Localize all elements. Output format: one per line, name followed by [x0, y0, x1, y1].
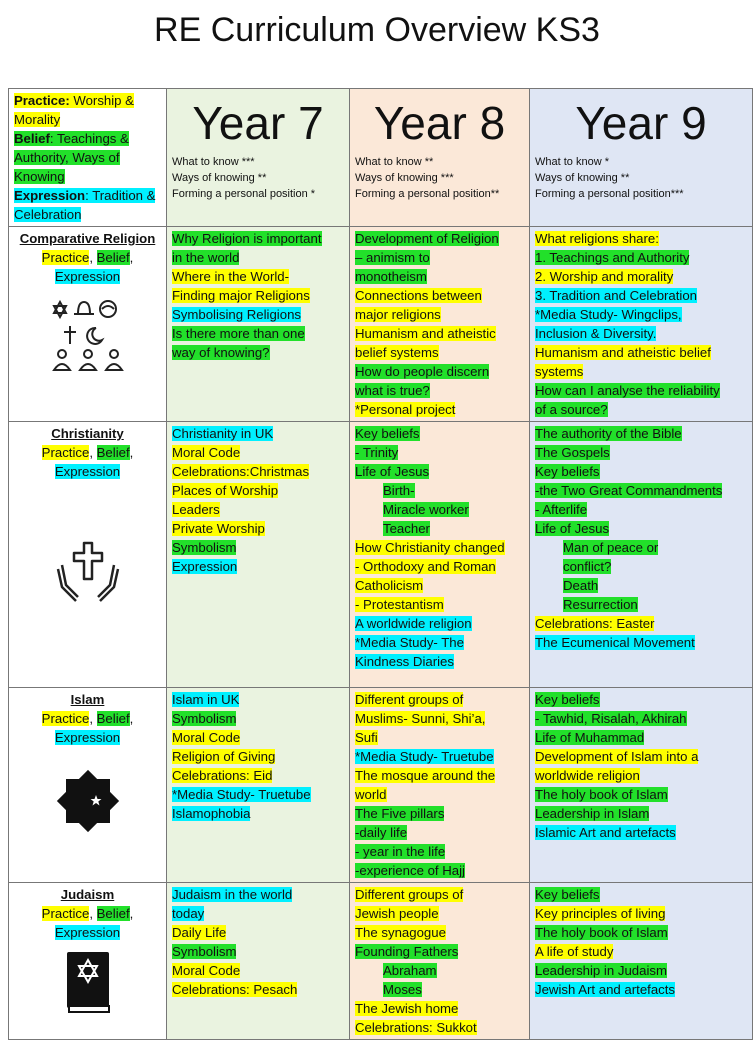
- list-item: -daily life: [355, 825, 408, 840]
- curriculum-table: [8, 88, 753, 1040]
- list-item: Key beliefs: [355, 426, 420, 441]
- list-item: Why Religion is important: [172, 231, 322, 246]
- key-expression-label: Expression: [14, 188, 86, 203]
- year9-title: Year 9: [575, 97, 707, 149]
- key-practice-text: Worship & Morality: [14, 93, 134, 127]
- year7-title: Year 7: [192, 97, 324, 149]
- list-item: - year in the life: [355, 844, 446, 859]
- row-name-comparative: Comparative Religion: [19, 231, 156, 246]
- list-item: The mosque around the: [355, 768, 496, 783]
- list-item: Key beliefs: [535, 464, 600, 479]
- list-item: Places of Worship: [172, 483, 279, 498]
- list-item: Celebrations:Christmas: [172, 464, 310, 479]
- key-expression-text: : Tradition & Celebration: [14, 188, 156, 222]
- list-item: What religions share:: [535, 231, 659, 246]
- tag-sep: ,: [89, 906, 97, 921]
- tag-belief: Belief: [96, 445, 130, 460]
- crescent-star-octagram-icon: [52, 765, 124, 837]
- tag-expression: Expression: [54, 730, 121, 745]
- year8-comparative-cell: [350, 227, 530, 422]
- page-title: RE Curriculum Overview KS3: [154, 11, 600, 49]
- key-belief-text: : Teachings & Authority, Ways of Knowing: [14, 131, 129, 184]
- row-label-christianity: [9, 422, 167, 688]
- list-item: world: [355, 787, 387, 802]
- year8-forming: Forming a personal position**: [355, 188, 500, 200]
- list-item: Resurrection: [563, 597, 638, 612]
- tag-expression: Expression: [54, 925, 121, 940]
- key-belief-label: Belief: [14, 131, 50, 146]
- list-item: Celebrations: Eid: [172, 768, 273, 783]
- list-item: 1. Teachings and Authority: [535, 250, 690, 265]
- hands-cross-icon: [56, 539, 120, 603]
- year7-christianity-cell: [167, 422, 350, 688]
- year7-judaism-cell: [167, 883, 350, 1040]
- list-item: Moral Code: [172, 445, 241, 460]
- list-item: Judaism in the world: [172, 887, 293, 902]
- list-item: what is true?: [355, 383, 430, 398]
- list-item: Jewish people: [355, 906, 439, 921]
- tag-belief: Belief: [96, 906, 130, 921]
- list-item: The holy book of Islam: [535, 787, 668, 802]
- list-item: Connections between: [355, 288, 482, 303]
- list-item: *Media Study- Truetube: [355, 749, 494, 764]
- list-item: Symbolism: [172, 540, 237, 555]
- list-item: systems: [535, 364, 584, 379]
- list-item: Birth-: [383, 483, 415, 498]
- year9-header: [530, 89, 753, 227]
- list-item: Key beliefs: [535, 887, 600, 902]
- list-item: Humanism and atheistic belief: [535, 345, 711, 360]
- list-item: Man of peace or: [563, 540, 659, 555]
- list-item: major religions: [355, 307, 441, 322]
- list-item: Daily Life: [172, 925, 227, 940]
- list-item: The Ecumenical Movement: [535, 635, 695, 650]
- list-item: A life of study: [535, 944, 614, 959]
- list-item: The synagogue: [355, 925, 446, 940]
- list-item: Islamophobia: [172, 806, 251, 821]
- list-item: Islamic Art and artefacts: [535, 825, 676, 840]
- row-islam: [9, 688, 753, 883]
- row-label-comparative: [9, 227, 167, 422]
- list-item: conflict?: [563, 559, 612, 574]
- tag-sep: ,: [129, 250, 134, 265]
- year9-know: What to know *: [535, 156, 609, 168]
- list-item: *Media Study- The: [355, 635, 464, 650]
- list-item: Kindness Diaries: [355, 654, 454, 669]
- list-item: Humanism and atheistic: [355, 326, 496, 341]
- list-item: The authority of the Bible: [535, 426, 682, 441]
- list-item: Key principles of living: [535, 906, 666, 921]
- list-item: monotheism: [355, 269, 427, 284]
- list-item: belief systems: [355, 345, 439, 360]
- list-item: Inclusion & Diversity.: [535, 326, 657, 341]
- year9-ways: Ways of knowing **: [535, 172, 630, 184]
- list-item: The Five pillars: [355, 806, 445, 821]
- list-item: Expression: [172, 559, 238, 574]
- row-judaism: [9, 883, 753, 1040]
- list-item: - Tawhid, Risalah, Akhirah: [535, 711, 687, 726]
- year8-header: [350, 89, 530, 227]
- year8-judaism-cell: [350, 883, 530, 1040]
- list-item: Different groups of: [355, 887, 464, 902]
- list-item: Religion of Giving: [172, 749, 276, 764]
- list-item: Different groups of: [355, 692, 464, 707]
- tag-sep: ,: [89, 711, 97, 726]
- list-item: Symbolism: [172, 711, 237, 726]
- year9-forming: Forming a personal position***: [535, 188, 684, 200]
- list-item: Private Worship: [172, 521, 265, 536]
- religious-symbols-icon: [48, 298, 128, 378]
- key-practice-label: Practice:: [14, 93, 70, 108]
- list-item: How do people discern: [355, 364, 490, 379]
- year7-islam-cell: [167, 688, 350, 883]
- year8-title: Year 8: [373, 97, 506, 149]
- tag-practice: Practice: [41, 906, 90, 921]
- list-item: today: [172, 906, 205, 921]
- year7-comparative-cell: [167, 227, 350, 422]
- list-item: 2. Worship and morality: [535, 269, 674, 284]
- list-item: Celebrations: Sukkot: [355, 1020, 477, 1035]
- year7-header: [167, 89, 350, 227]
- list-item: Moral Code: [172, 730, 241, 745]
- list-item: Sufi: [355, 730, 378, 745]
- list-item: Finding major Religions: [172, 288, 310, 303]
- year9-judaism-cell: [530, 883, 753, 1040]
- row-christianity: [9, 422, 753, 688]
- list-item: - Protestantism: [355, 597, 444, 612]
- list-item: Founding Fathers: [355, 944, 459, 959]
- year9-christianity-cell: [530, 422, 753, 688]
- tag-sep: ,: [129, 445, 134, 460]
- tag-belief: Belief: [96, 711, 130, 726]
- tag-practice: Practice: [41, 445, 90, 460]
- list-item: *Media Study- Wingclips,: [535, 307, 682, 322]
- row-comparative-religion: [9, 227, 753, 422]
- list-item: Muslims- Sunni, Shi’a,: [355, 711, 486, 726]
- list-item: Celebrations: Pesach: [172, 982, 298, 997]
- list-item: in the world: [172, 250, 240, 265]
- list-item: Life of Jesus: [535, 521, 610, 536]
- year7-know: What to know ***: [172, 156, 255, 168]
- list-item: Development of Islam into a: [535, 749, 699, 764]
- list-item: worldwide religion: [535, 768, 640, 783]
- list-item: Is there more than one: [172, 326, 305, 341]
- tag-practice: Practice: [41, 711, 90, 726]
- list-item: Teacher: [383, 521, 430, 536]
- year8-know: What to know **: [355, 156, 434, 168]
- list-item: A worldwide religion: [355, 616, 472, 631]
- list-item: Life of Jesus: [355, 464, 430, 479]
- torah-book-icon: [63, 950, 113, 1014]
- year8-christianity-cell: [350, 422, 530, 688]
- list-item: Islam in UK: [172, 692, 240, 707]
- year7-ways: Ways of knowing **: [172, 172, 267, 184]
- list-item: *Personal project: [355, 402, 456, 417]
- list-item: Catholicism: [355, 578, 424, 593]
- tag-belief: Belief: [96, 250, 130, 265]
- list-item: Life of Muhammad: [535, 730, 645, 745]
- tag-sep: ,: [89, 445, 97, 460]
- list-item: - Orthodoxy and Roman: [355, 559, 496, 574]
- list-item: Celebrations: Easter: [535, 616, 655, 631]
- row-label-judaism: [9, 883, 167, 1040]
- list-item: Key beliefs: [535, 692, 600, 707]
- list-item: Death: [563, 578, 599, 593]
- year8-ways: Ways of knowing ***: [355, 172, 454, 184]
- tag-sep: ,: [129, 906, 134, 921]
- list-item: – animism to: [355, 250, 430, 265]
- list-item: Development of Religion: [355, 231, 499, 246]
- list-item: Symbolising Religions: [172, 307, 302, 322]
- list-item: way of knowing?: [172, 345, 270, 360]
- list-item: - Trinity: [355, 445, 399, 460]
- list-item: Leaders: [172, 502, 220, 517]
- list-item: Abraham: [383, 963, 437, 978]
- list-item: The Gospels: [535, 445, 610, 460]
- list-item: Miracle worker: [383, 502, 469, 517]
- list-item: of a source?: [535, 402, 608, 417]
- tag-expression: Expression: [54, 269, 121, 284]
- list-item: The holy book of Islam: [535, 925, 668, 940]
- list-item: Symbolism: [172, 944, 237, 959]
- list-item: How can I analyse the reliability: [535, 383, 720, 398]
- list-item: -the Two Great Commandments: [535, 483, 723, 498]
- tag-sep: ,: [129, 711, 134, 726]
- list-item: Leadership in Islam: [535, 806, 650, 821]
- list-item: How Christianity changed: [355, 540, 505, 555]
- row-name-christianity: Christianity: [51, 426, 124, 441]
- header-row: [9, 89, 753, 227]
- list-item: Jewish Art and artefacts: [535, 982, 676, 997]
- tag-expression: Expression: [54, 464, 121, 479]
- year9-comparative-cell: [530, 227, 753, 422]
- list-item: The Jewish home: [355, 1001, 459, 1016]
- list-item: Christianity in UK: [172, 426, 274, 441]
- key-cell: [9, 89, 167, 227]
- year8-islam-cell: [350, 688, 530, 883]
- list-item: -experience of Hajj: [355, 863, 465, 878]
- list-item: Where in the World-: [172, 269, 290, 284]
- year9-islam-cell: [530, 688, 753, 883]
- list-item: Leadership in Judaism: [535, 963, 667, 978]
- row-name-judaism: Judaism: [60, 887, 115, 902]
- list-item: 3. Tradition and Celebration: [535, 288, 698, 303]
- list-item: *Media Study- Truetube: [172, 787, 311, 802]
- year7-forming: Forming a personal position *: [172, 188, 316, 200]
- tag-sep: ,: [89, 250, 97, 265]
- row-label-islam: [9, 688, 167, 883]
- row-name-islam: Islam: [70, 692, 105, 707]
- tag-practice: Practice: [41, 250, 90, 265]
- list-item: Moses: [383, 982, 422, 997]
- list-item: Moral Code: [172, 963, 241, 978]
- list-item: - Afterlife: [535, 502, 588, 517]
